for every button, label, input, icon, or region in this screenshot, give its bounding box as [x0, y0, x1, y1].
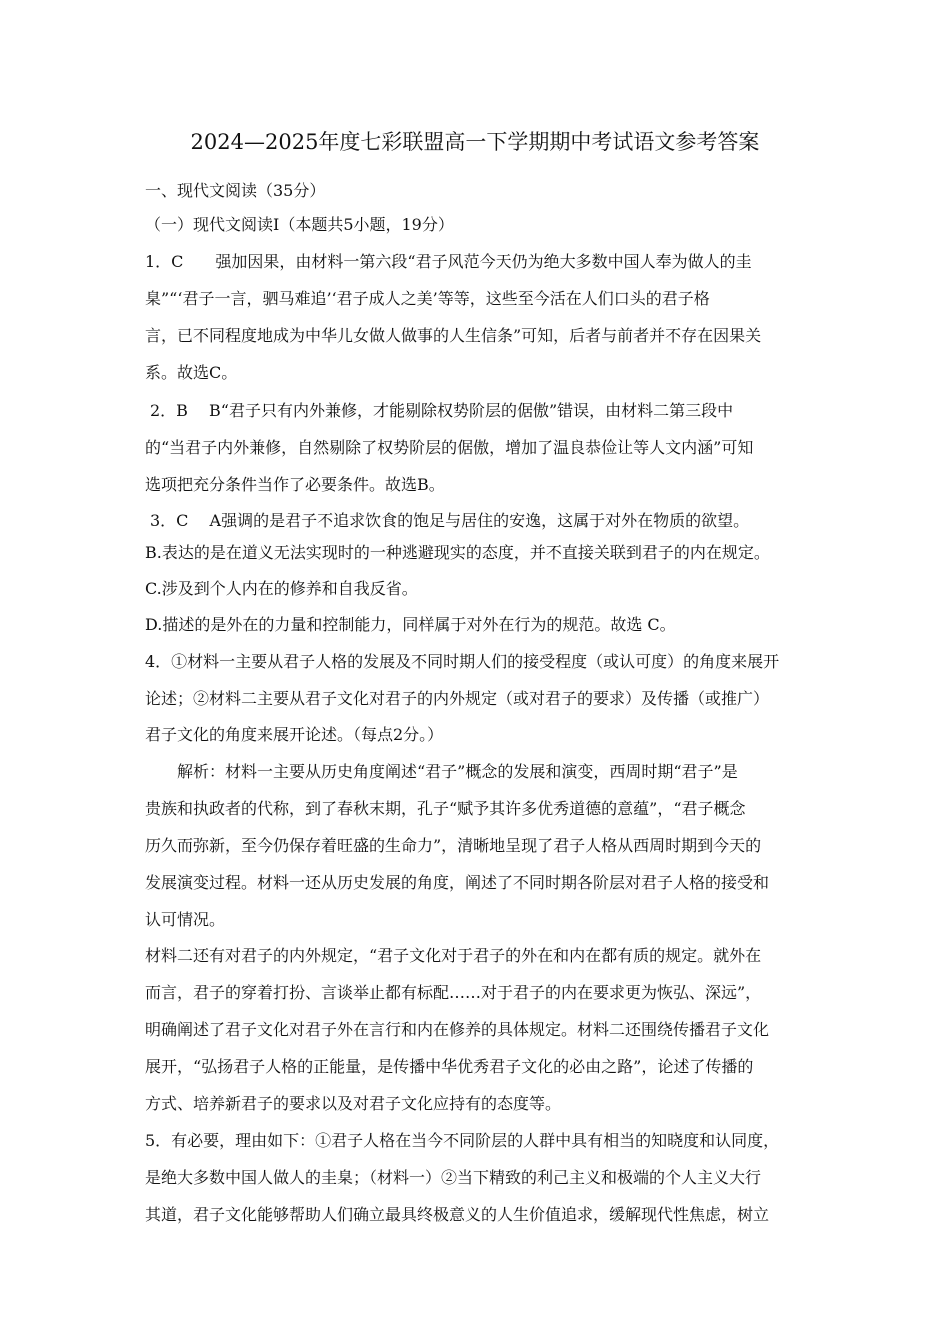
q2-line-2: 的“当君子内外兼修，自然剔除了权势阶层的倨傲，增加了温良恭俭让等人文内涵”可知	[145, 438, 754, 457]
q5-line-3: 其道，君子文化能够帮助人们确立最具终极意义的人生价值追求，缓解现代性焦虑，树立	[145, 1205, 770, 1224]
section-heading: 一、现代文阅读（35分）	[145, 181, 326, 200]
q1-line-2: 臬”“‘君子一言，驷马难追’‘君子成人之美’等等，这些至今活在人们口头的君子格	[145, 289, 710, 308]
q3-option-c: C.涉及到个人内在的修养和自我反省。	[145, 579, 418, 598]
q3-option-d: D.描述的是外在的力量和控制能力，同样属于对外在行为的规范。故选 C。	[145, 615, 676, 634]
q4-analysis2-line-1: 材料二还有对君子的内外规定，“君子文化对于君子的外在和内在都有质的规定。就外在	[145, 946, 762, 965]
subsection-heading: （一）现代文阅读Ⅰ（本题共5小题，19分）	[145, 215, 454, 234]
q4-analysis-line-4: 发展演变过程。材料一还从历史发展的角度，阐述了不同时期各阶层对君子人格的接受和	[145, 873, 770, 892]
q4-analysis-line-1: 解析：材料一主要从历史角度阐述“君子”概念的发展和演变，西周时期“君子”是	[177, 762, 738, 781]
q4-analysis2-line-2: 而言，君子的穿着打扮、言谈举止都有标配……对于君子的内在要求更为恢弘、深远”，	[145, 983, 762, 1002]
q4-analysis2-line-5: 方式、培养新君子的要求以及对君子文化应持有的态度等。	[145, 1094, 562, 1113]
q4-line-2: 论述；②材料二主要从君子文化对君子的内外规定（或对君子的要求）及传播（或推广）	[145, 689, 770, 708]
q4-analysis2-line-3: 明确阐述了君子文化对君子外在言行和内在修养的具体规定。材料二还围绕传播君子文化	[145, 1020, 770, 1039]
q4-analysis-line-2: 贵族和执政者的代称，到了春秋末期，孔子“赋予其许多优秀道德的意蕴”，“君子概念	[145, 799, 746, 818]
q1-line-4: 系。故选C。	[145, 363, 238, 382]
q4-line-3: 君子文化的角度来展开论述。（每点2分。）	[145, 725, 444, 744]
q4-analysis-line-5: 认可情况。	[145, 910, 226, 929]
q1-line-3: 言，已不同程度地成为中华儿女做人做事的人生信条”可知，后者与前者并不存在因果关	[145, 326, 762, 345]
q4-analysis2-line-4: 展开，“弘扬君子人格的正能量，是传播中华优秀君子文化的必由之路”，论述了传播的	[145, 1057, 754, 1076]
document-title: 2024—2025年度七彩联盟高一下学期期中考试语文参考答案	[190, 130, 760, 154]
q5-line-1: 5．有必要，理由如下：①君子人格在当今不同阶层的人群中具有相当的知晓度和认同度，	[145, 1131, 780, 1150]
q3-line-1: 3．C A强调的是君子不追求饮食的饱足与居住的安逸，这属于对外在物质的欲望。	[150, 511, 750, 530]
q4-line-1: 4．①材料一主要从君子人格的发展及不同时期人们的接受程度（或认可度）的角度来展开	[145, 652, 780, 671]
q2-line-3: 选项把充分条件当作了必要条件。故选B。	[145, 475, 445, 494]
q1-line-1: 1．C 强加因果，由材料一第六段“君子风范今天仍为绝大多数中国人奉为做人的圭	[145, 252, 752, 271]
q3-option-b: B.表达的是在道义无法实现时的一种逃避现实的态度，并不直接关联到君子的内在规定。	[145, 543, 770, 562]
q4-analysis-line-3: 历久而弥新，至今仍保存着旺盛的生命力”，清晰地呈现了君子人格从西周时期到今天的	[145, 836, 762, 855]
q2-line-1: 2．B B“君子只有内外兼修，才能剔除权势阶层的倨傲”错误，由材料二第三段中	[150, 401, 734, 420]
q5-line-2: 是绝大多数中国人做人的圭臬；（材料一）②当下精致的利己主义和极端的个人主义大行	[145, 1168, 762, 1187]
